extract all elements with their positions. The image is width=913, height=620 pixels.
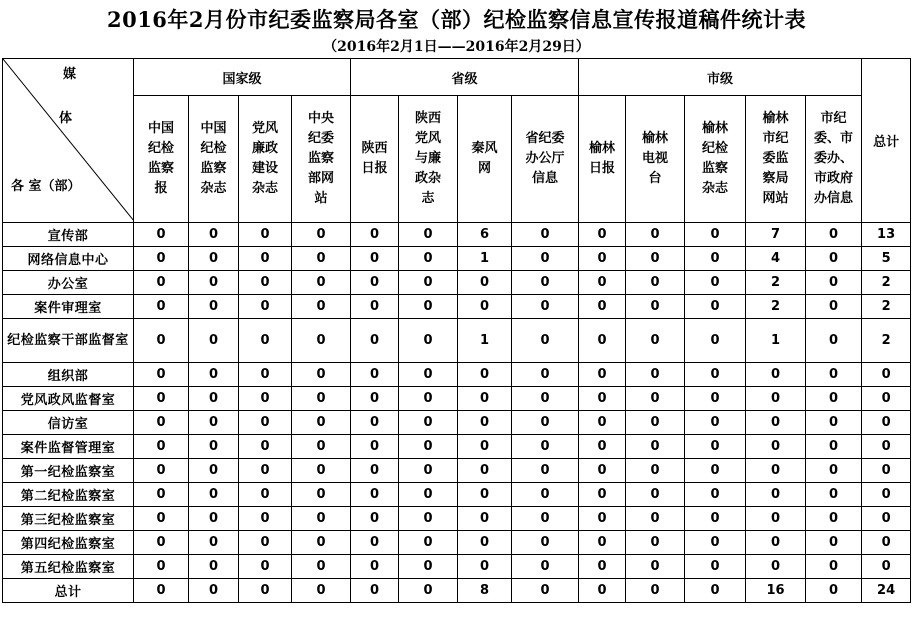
count-cell: 0	[746, 507, 806, 531]
count-cell: 0	[292, 223, 351, 247]
count-cell: 0	[399, 531, 458, 555]
count-cell: 0	[292, 555, 351, 579]
count-cell: 0	[626, 579, 685, 603]
media-header: 市纪委、市委办、市政府办信息	[806, 96, 862, 223]
count-cell: 0	[458, 295, 512, 319]
count-cell: 0	[292, 319, 351, 363]
table-row	[3, 411, 911, 435]
count-cell: 0	[189, 271, 239, 295]
table-row	[3, 295, 911, 319]
count-cell: 2	[746, 295, 806, 319]
count-cell: 0	[512, 295, 579, 319]
count-cell: 0	[351, 579, 399, 603]
count-cell: 1	[458, 247, 512, 271]
count-cell: 0	[399, 483, 458, 507]
count-cell: 0	[351, 247, 399, 271]
count-cell: 0	[806, 579, 862, 603]
count-cell: 0	[351, 363, 399, 387]
table-title: 2016年2月份市纪委监察局各室（部）纪检监察信息宣传报道稿件统计表	[106, 7, 807, 32]
count-cell: 0	[134, 247, 189, 271]
count-cell: 0	[512, 435, 579, 459]
count-cell: 0	[399, 319, 458, 363]
count-cell: 0	[806, 507, 862, 531]
count-cell: 0	[512, 363, 579, 387]
count-cell: 0	[579, 363, 626, 387]
count-cell: 0	[351, 387, 399, 411]
count-cell: 0	[512, 483, 579, 507]
count-cell: 0	[806, 555, 862, 579]
date-range: （2016年2月1日——2016年2月29日）	[323, 39, 590, 55]
count-cell: 0	[579, 295, 626, 319]
count-cell: 2	[746, 271, 806, 295]
department-name: 党风政风监督室	[3, 387, 134, 411]
count-cell: 0	[292, 507, 351, 531]
count-cell: 0	[239, 387, 292, 411]
department-name: 案件审理室	[3, 295, 134, 319]
table-row	[3, 579, 911, 603]
count-cell: 0	[239, 319, 292, 363]
count-cell: 0	[626, 411, 685, 435]
row-total-cell: 2	[862, 319, 911, 363]
count-cell: 0	[189, 579, 239, 603]
count-cell: 0	[458, 507, 512, 531]
count-cell: 0	[685, 223, 746, 247]
count-cell: 0	[685, 435, 746, 459]
count-cell: 0	[626, 483, 685, 507]
count-cell: 0	[458, 531, 512, 555]
count-cell: 0	[685, 555, 746, 579]
table-row	[3, 459, 911, 483]
count-cell: 0	[806, 459, 862, 483]
count-cell: 0	[239, 435, 292, 459]
count-cell: 0	[746, 411, 806, 435]
count-cell: 0	[134, 363, 189, 387]
count-cell: 8	[458, 579, 512, 603]
media-header: 党风廉政建设杂志	[239, 96, 292, 223]
count-cell: 0	[292, 411, 351, 435]
count-cell: 0	[806, 387, 862, 411]
count-cell: 0	[239, 555, 292, 579]
count-cell: 1	[458, 319, 512, 363]
count-cell: 0	[512, 223, 579, 247]
media-header: 中央纪委监察部网站	[292, 96, 351, 223]
count-cell: 0	[351, 435, 399, 459]
table-body	[3, 223, 911, 603]
corner-label-media: 媒	[63, 67, 77, 82]
count-cell: 0	[685, 507, 746, 531]
count-cell: 0	[746, 363, 806, 387]
count-cell: 0	[351, 319, 399, 363]
count-cell: 16	[746, 579, 806, 603]
table-row	[3, 507, 911, 531]
count-cell: 0	[134, 531, 189, 555]
count-cell: 0	[458, 387, 512, 411]
count-cell: 0	[134, 483, 189, 507]
count-cell: 0	[134, 459, 189, 483]
count-cell: 0	[189, 435, 239, 459]
count-cell: 0	[579, 411, 626, 435]
count-cell: 0	[134, 387, 189, 411]
count-cell: 0	[189, 507, 239, 531]
count-cell: 0	[579, 247, 626, 271]
count-cell: 0	[239, 483, 292, 507]
count-cell: 0	[399, 223, 458, 247]
count-cell: 0	[134, 579, 189, 603]
count-cell: 0	[626, 435, 685, 459]
media-header: 榆林纪检监察杂志	[685, 96, 746, 223]
count-cell: 0	[239, 507, 292, 531]
count-cell: 0	[399, 363, 458, 387]
corner-label-ti: 体	[59, 111, 73, 126]
count-cell: 0	[458, 483, 512, 507]
count-cell: 0	[351, 555, 399, 579]
count-cell: 0	[579, 555, 626, 579]
count-cell: 0	[806, 531, 862, 555]
count-cell: 0	[685, 411, 746, 435]
statistics-table	[2, 58, 911, 603]
count-cell: 0	[399, 295, 458, 319]
count-cell: 0	[512, 579, 579, 603]
row-total-cell: 0	[862, 507, 911, 531]
department-name: 宣传部	[3, 223, 134, 247]
media-header: 榆林电视台	[626, 96, 685, 223]
department-name: 纪检监察干部监督室	[3, 319, 134, 363]
count-cell: 0	[626, 319, 685, 363]
count-cell: 0	[746, 483, 806, 507]
row-total-cell: 0	[862, 459, 911, 483]
media-header: 榆林日报	[579, 96, 626, 223]
count-cell: 0	[399, 247, 458, 271]
table-row	[3, 387, 911, 411]
count-cell: 0	[399, 387, 458, 411]
count-cell: 0	[292, 435, 351, 459]
department-name: 第三纪检监察室	[3, 507, 134, 531]
count-cell: 0	[806, 319, 862, 363]
count-cell: 0	[512, 555, 579, 579]
count-cell: 0	[189, 411, 239, 435]
count-cell: 0	[685, 387, 746, 411]
count-cell: 0	[292, 247, 351, 271]
table-row	[3, 271, 911, 295]
count-cell: 0	[746, 531, 806, 555]
count-cell: 0	[134, 411, 189, 435]
count-cell: 0	[292, 579, 351, 603]
count-cell: 6	[458, 223, 512, 247]
count-cell: 0	[292, 271, 351, 295]
count-cell: 0	[626, 271, 685, 295]
department-name: 信访室	[3, 411, 134, 435]
count-cell: 1	[746, 319, 806, 363]
count-cell: 0	[134, 319, 189, 363]
row-total-cell: 0	[862, 555, 911, 579]
count-cell: 0	[399, 555, 458, 579]
count-cell: 0	[458, 363, 512, 387]
count-cell: 0	[806, 223, 862, 247]
media-header: 秦风网	[458, 96, 512, 223]
count-cell: 0	[512, 387, 579, 411]
count-cell: 0	[579, 223, 626, 247]
table-row	[3, 247, 911, 271]
count-cell: 0	[512, 271, 579, 295]
table-row	[3, 363, 911, 387]
count-cell: 0	[512, 507, 579, 531]
count-cell: 0	[292, 295, 351, 319]
count-cell: 0	[746, 387, 806, 411]
count-cell: 0	[239, 247, 292, 271]
count-cell: 0	[626, 223, 685, 247]
count-cell: 0	[351, 507, 399, 531]
count-cell: 0	[685, 247, 746, 271]
table-row	[3, 531, 911, 555]
department-name: 第一纪检监察室	[3, 459, 134, 483]
department-name: 总计	[3, 579, 134, 603]
count-cell: 0	[746, 459, 806, 483]
department-name: 网络信息中心	[3, 247, 134, 271]
table-row	[3, 223, 911, 247]
count-cell: 0	[685, 531, 746, 555]
count-cell: 0	[579, 579, 626, 603]
count-cell: 0	[626, 531, 685, 555]
count-cell: 0	[239, 223, 292, 247]
count-cell: 0	[806, 271, 862, 295]
count-cell: 0	[239, 579, 292, 603]
count-cell: 0	[458, 459, 512, 483]
count-cell: 0	[685, 363, 746, 387]
count-cell: 0	[292, 459, 351, 483]
row-total-cell: 0	[862, 531, 911, 555]
media-header: 中国纪检监察杂志	[189, 96, 239, 223]
row-total-cell: 0	[862, 483, 911, 507]
count-cell: 0	[189, 295, 239, 319]
count-cell: 0	[351, 459, 399, 483]
count-cell: 0	[399, 507, 458, 531]
count-cell: 0	[189, 459, 239, 483]
corner-label-dept: 各 室（部）	[11, 179, 81, 194]
count-cell: 0	[579, 459, 626, 483]
count-cell: 0	[626, 459, 685, 483]
count-cell: 0	[292, 483, 351, 507]
count-cell: 0	[189, 555, 239, 579]
count-cell: 0	[458, 435, 512, 459]
count-cell: 0	[134, 435, 189, 459]
count-cell: 0	[292, 387, 351, 411]
count-cell: 0	[512, 531, 579, 555]
count-cell: 0	[579, 507, 626, 531]
count-cell: 0	[512, 319, 579, 363]
count-cell: 0	[626, 387, 685, 411]
row-total-cell: 0	[862, 387, 911, 411]
media-header: 陕西日报	[351, 96, 399, 223]
count-cell: 0	[351, 223, 399, 247]
count-cell: 0	[579, 271, 626, 295]
count-cell: 0	[746, 435, 806, 459]
count-cell: 0	[806, 363, 862, 387]
count-cell: 0	[626, 555, 685, 579]
count-cell: 0	[806, 247, 862, 271]
count-cell: 0	[239, 411, 292, 435]
row-total-cell: 2	[862, 271, 911, 295]
count-cell: 0	[134, 223, 189, 247]
department-name: 案件监督管理室	[3, 435, 134, 459]
count-cell: 0	[806, 411, 862, 435]
row-total-cell: 24	[862, 579, 911, 603]
group-national: 国家级	[134, 59, 351, 96]
department-name: 第五纪检监察室	[3, 555, 134, 579]
count-cell: 0	[806, 435, 862, 459]
count-cell: 0	[189, 363, 239, 387]
media-header: 陕西党风与廉政杂志	[399, 96, 458, 223]
diagonal-line	[3, 59, 134, 221]
media-header: 中国纪检监察报	[134, 96, 189, 223]
media-header: 省纪委办公厅信息	[512, 96, 579, 223]
count-cell: 4	[746, 247, 806, 271]
count-cell: 0	[239, 363, 292, 387]
row-total-cell: 13	[862, 223, 911, 247]
count-cell: 0	[806, 295, 862, 319]
count-cell: 0	[399, 271, 458, 295]
count-cell: 0	[685, 483, 746, 507]
count-cell: 7	[746, 223, 806, 247]
count-cell: 0	[626, 507, 685, 531]
count-cell: 0	[512, 411, 579, 435]
count-cell: 0	[189, 223, 239, 247]
count-cell: 0	[351, 531, 399, 555]
count-cell: 0	[512, 459, 579, 483]
count-cell: 0	[189, 247, 239, 271]
count-cell: 0	[351, 295, 399, 319]
count-cell: 0	[399, 579, 458, 603]
table-row	[3, 319, 911, 363]
count-cell: 0	[458, 271, 512, 295]
count-cell: 0	[351, 411, 399, 435]
count-cell: 0	[579, 319, 626, 363]
count-cell: 0	[685, 295, 746, 319]
count-cell: 0	[579, 387, 626, 411]
row-total-cell: 0	[862, 435, 911, 459]
table-row	[3, 435, 911, 459]
row-total-cell: 0	[862, 363, 911, 387]
count-cell: 0	[685, 271, 746, 295]
count-cell: 0	[512, 247, 579, 271]
table-row	[3, 555, 911, 579]
count-cell: 0	[399, 435, 458, 459]
count-cell: 0	[189, 483, 239, 507]
count-cell: 0	[579, 483, 626, 507]
row-total-cell: 2	[862, 295, 911, 319]
count-cell: 0	[239, 531, 292, 555]
department-name: 组织部	[3, 363, 134, 387]
count-cell: 0	[239, 271, 292, 295]
row-total-cell: 0	[862, 411, 911, 435]
count-cell: 0	[685, 579, 746, 603]
count-cell: 0	[626, 363, 685, 387]
count-cell: 0	[626, 247, 685, 271]
count-cell: 0	[351, 271, 399, 295]
department-name: 第二纪检监察室	[3, 483, 134, 507]
count-cell: 0	[239, 459, 292, 483]
count-cell: 0	[685, 459, 746, 483]
count-cell: 0	[746, 555, 806, 579]
count-cell: 0	[134, 507, 189, 531]
count-cell: 0	[189, 319, 239, 363]
count-cell: 0	[399, 459, 458, 483]
count-cell: 0	[399, 411, 458, 435]
count-cell: 0	[134, 295, 189, 319]
count-cell: 0	[579, 531, 626, 555]
count-cell: 0	[189, 387, 239, 411]
count-cell: 0	[134, 555, 189, 579]
corner-header	[3, 59, 134, 223]
count-cell: 0	[685, 319, 746, 363]
total-column-header: 总计	[862, 59, 911, 223]
group-city: 市级	[579, 59, 862, 96]
department-name: 办公室	[3, 271, 134, 295]
department-name: 第四纪检监察室	[3, 531, 134, 555]
count-cell: 0	[134, 271, 189, 295]
media-header: 榆林市纪委监察局网站	[746, 96, 806, 223]
count-cell: 0	[458, 555, 512, 579]
count-cell: 0	[189, 531, 239, 555]
count-cell: 0	[292, 363, 351, 387]
count-cell: 0	[351, 483, 399, 507]
row-total-cell: 5	[862, 247, 911, 271]
table-row	[3, 483, 911, 507]
count-cell: 0	[626, 295, 685, 319]
group-provincial: 省级	[351, 59, 579, 96]
count-cell: 0	[292, 531, 351, 555]
count-cell: 0	[239, 295, 292, 319]
count-cell: 0	[458, 411, 512, 435]
count-cell: 0	[579, 435, 626, 459]
count-cell: 0	[806, 483, 862, 507]
